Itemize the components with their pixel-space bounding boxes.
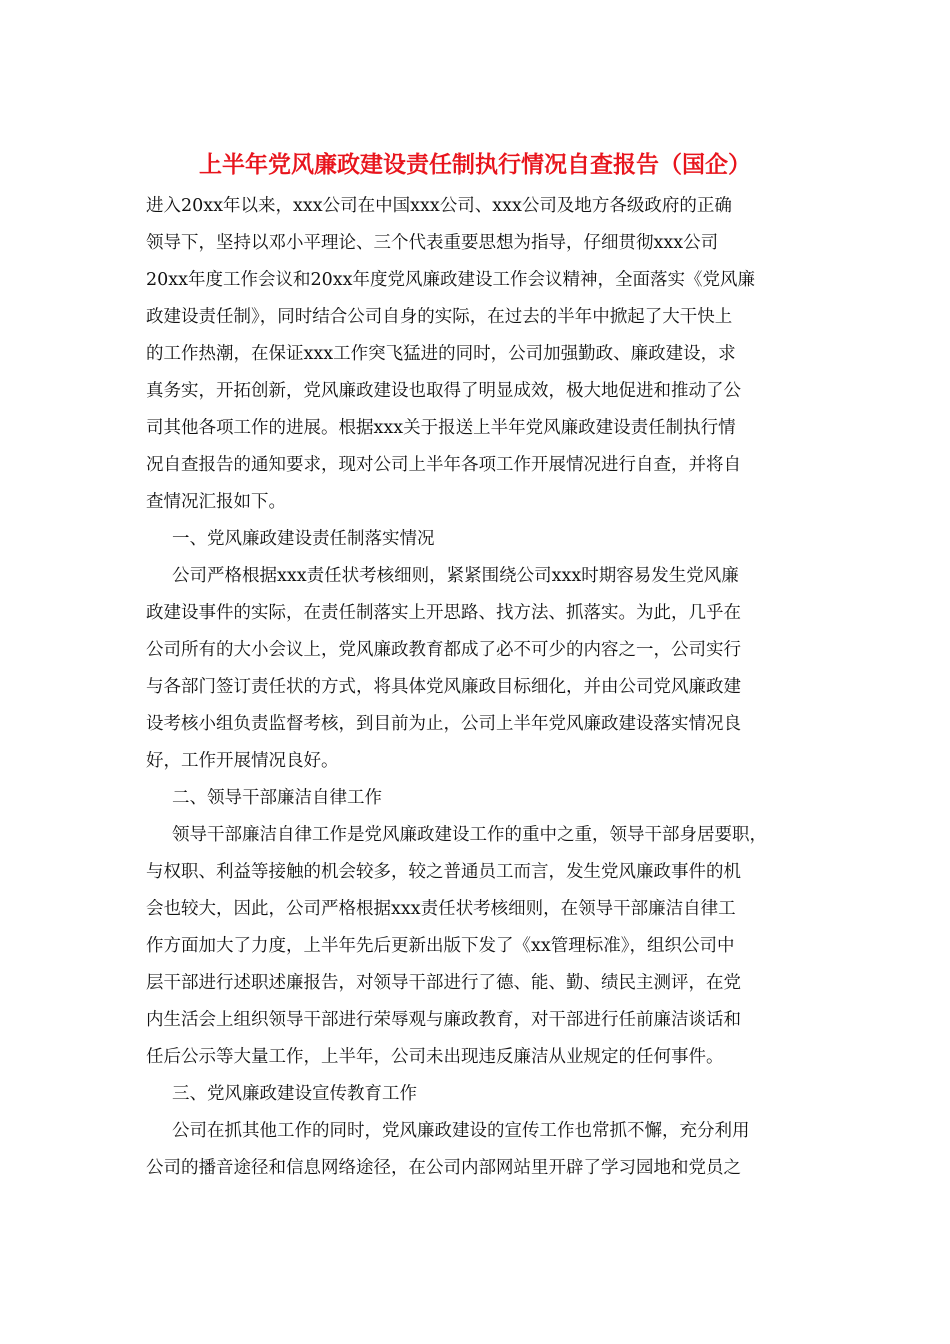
paragraph-line: 作方面加大了力度，上半年先后更新出版下发了《xx管理标准》，组织公司中 <box>146 936 735 956</box>
paragraph-line: 公司严格根据xxx责任状考核细则，紧紧围绕公司xxx时期容易发生党风廉 <box>172 566 739 586</box>
paragraph-line: 设考核小组负责监督考核，到目前为止，公司上半年党风廉政建设落实情况良 <box>146 714 741 734</box>
paragraph-line: 任后公示等大量工作，上半年，公司未出现违反廉洁从业规定的任何事件。 <box>146 1047 724 1067</box>
paragraph-line: 会也较大，因此，公司严格根据xxx责任状考核细则，在领导干部廉洁自律工 <box>146 899 736 919</box>
paragraph-line: 与各部门签订责任状的方式，将具体党风廉政目标细化，并由公司党风廉政建 <box>146 677 741 697</box>
section-heading: 二、领导干部廉洁自律工作 <box>172 788 382 808</box>
paragraph-line: 政建设责任制》，同时结合公司自身的实际，在过去的半年中掀起了大干快上 <box>146 307 733 327</box>
paragraph-line: 政建设事件的实际，在责任制落实上开思路、找方法、抓落实。为此，几乎在 <box>146 603 741 623</box>
paragraph-line: 的工作热潮，在保证xxx工作突飞猛进的同时，公司加强勤政、廉政建设，求 <box>146 344 736 364</box>
paragraph-line: 进入20xx年以来，xxx公司在中国xxx公司、xxx公司及地方各级政府的正确 <box>146 196 732 216</box>
paragraph-line: 内生活会上组织领导干部进行荣辱观与廉政教育，对干部进行任前廉洁谈话和 <box>146 1010 741 1030</box>
paragraph-line: 查情况汇报如下。 <box>146 492 286 512</box>
paragraph-line: 公司在抓其他工作的同时，党风廉政建设的宣传工作也常抓不懈，充分利用 <box>172 1121 750 1141</box>
paragraph-line: 层干部进行述职述廉报告，对领导干部进行了德、能、勤、绩民主测评，在党 <box>146 973 741 993</box>
paragraph-line: 公司的播音途径和信息网络途径，在公司内部网站里开辟了学习园地和党员之 <box>146 1158 741 1178</box>
paragraph-line: 领导干部廉洁自律工作是党风廉政建设工作的重中之重，领导干部身居要职， <box>172 825 767 845</box>
paragraph-line: 司其他各项工作的进展。根据xxx关于报送上半年党风廉政建设责任制执行情 <box>146 418 736 438</box>
section-heading: 一、党风廉政建设责任制落实情况 <box>172 529 435 549</box>
section-heading: 三、党风廉政建设宣传教育工作 <box>172 1084 417 1104</box>
document-title: 上半年党风廉政建设责任制执行情况自查报告（国企） <box>199 151 751 178</box>
paragraph-line: 好，工作开展情况良好。 <box>146 751 339 771</box>
paragraph-line: 公司所有的大小会议上，党风廉政教育都成了必不可少的内容之一，公司实行 <box>146 640 741 660</box>
paragraph-line: 真务实，开拓创新，党风廉政建设也取得了明显成效，极大地促进和推动了公 <box>146 381 741 401</box>
paragraph-line: 20xx年度工作会议和20xx年度党风廉政建设工作会议精神，全面落实《党风廉 <box>146 270 756 290</box>
paragraph-line: 况自查报告的通知要求，现对公司上半年各项工作开展情况进行自查，并将自 <box>146 455 741 475</box>
paragraph-line: 与权职、利益等接触的机会较多，较之普通员工而言，发生党风廉政事件的机 <box>146 862 741 882</box>
paragraph-line: 领导下，坚持以邓小平理论、三个代表重要思想为指导，仔细贯彻xxx公司 <box>146 233 719 253</box>
